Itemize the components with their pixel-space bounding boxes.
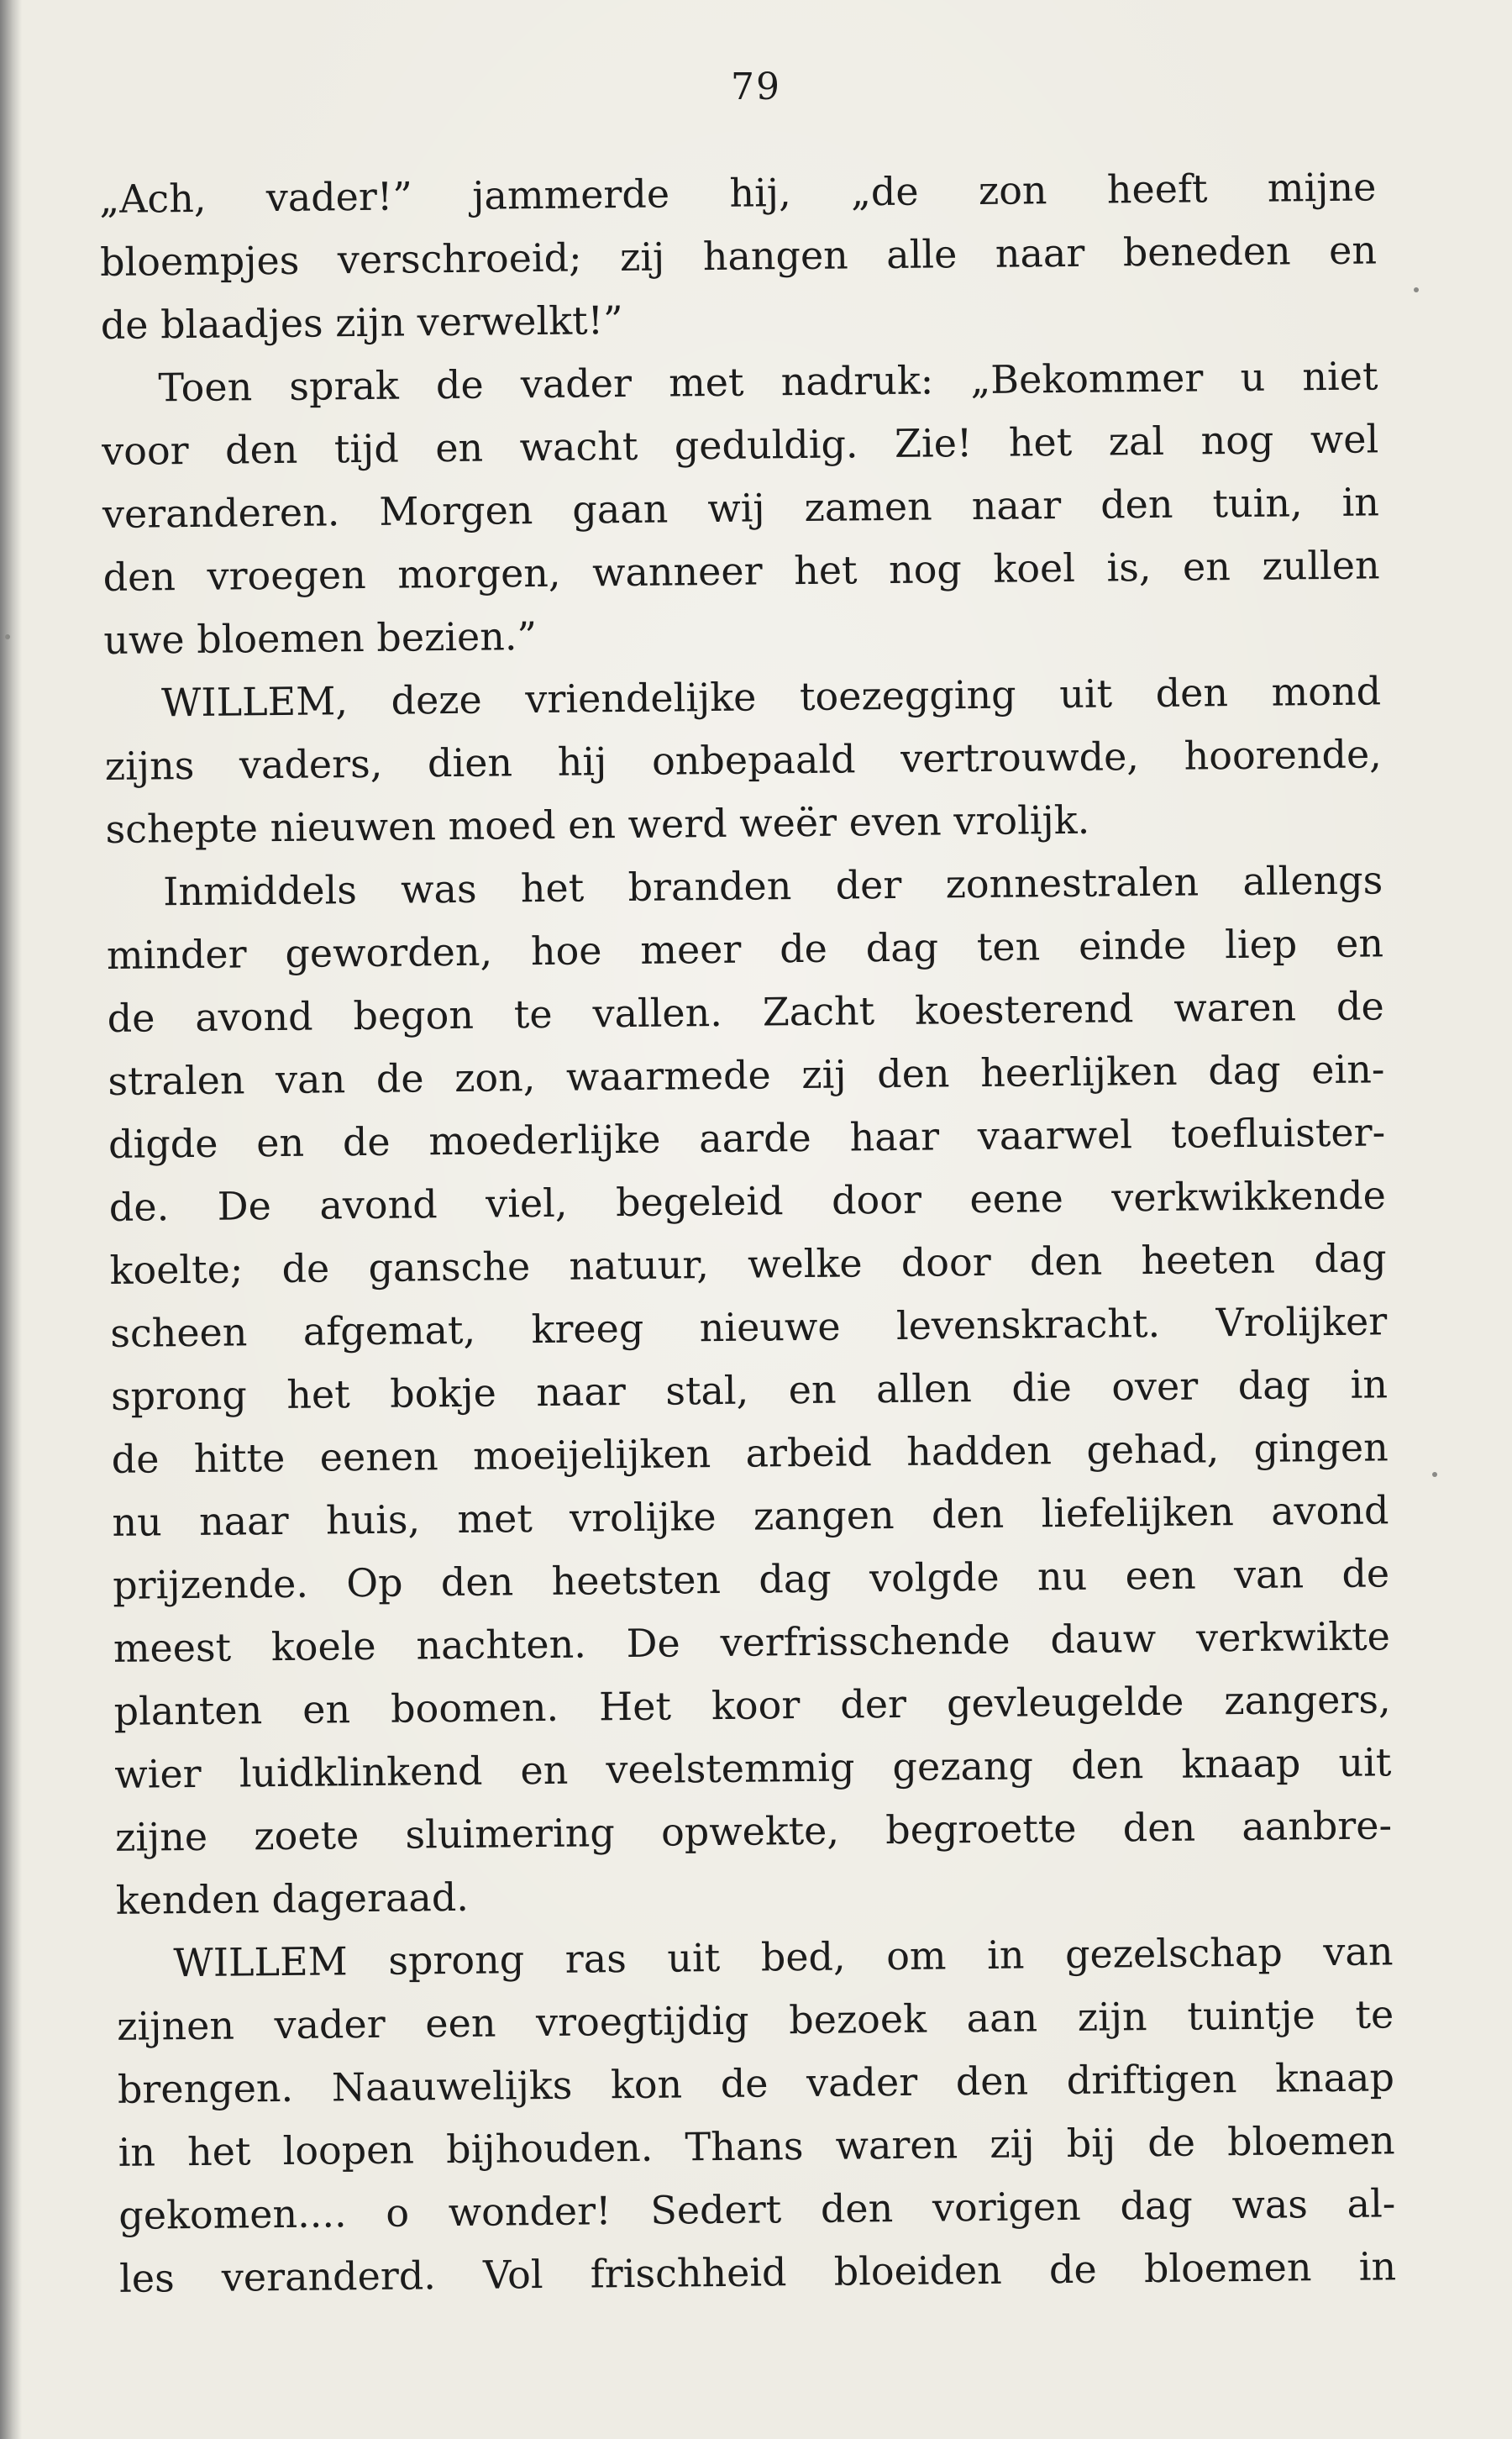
text-line: de hitte eenen moeijelijken arbeid hadden gehad, gingen (111, 1424, 1389, 1482)
text-line: in het loopen bijhouden. Thans waren zij bij de bloemen (118, 2117, 1395, 2175)
text-line: uwe bloemen bezien.” (103, 613, 538, 663)
text-line: zijne zoete sluimering opwekte, begroette den aanbre- (114, 1802, 1393, 1860)
text-line: WILLEM, deze vriendelijke toezegging uit den mond (160, 668, 1382, 726)
text-line: minder geworden, hoe meer de dag ten einde liep en (106, 920, 1384, 978)
text-line: schepte nieuwen moed en werd weër even vrolijk. (105, 796, 1090, 852)
body-text (99, 155, 1396, 2310)
text-line: Toen sprak de vader met nadruk: „Bekommer u niet (158, 353, 1378, 411)
text-line: voor den tijd en wacht geduldig. Zie! het zal nog wel (101, 416, 1379, 474)
text-line: de. De avond viel, begeleid door eene verkwikkende (108, 1172, 1387, 1230)
paper-speck (5, 634, 10, 639)
text-line: stralen van de zon, waarmede zij den heerlijken dag ein- (108, 1046, 1385, 1104)
paper-speck (1432, 1472, 1437, 1477)
text-line: sprong het bokje naar stal, en allen die over dag in (110, 1361, 1389, 1419)
text-line: wier luidklinkend en veelstemmig gezang den knaap uit (114, 1739, 1392, 1797)
text-line: zijnen vader een vroegtijdig bezoek aan zijn tuintje te (116, 1991, 1394, 2049)
text-line: les veranderd. Vol frischheid bloeiden de bloemen in (118, 2243, 1397, 2301)
page-number: 79 (731, 66, 781, 108)
text-line: de blaadjes zijn verwelkt!” (100, 297, 623, 348)
text-line: kenden dageraad. (115, 1874, 470, 1923)
text-line: bloempjes verschroeid; zij hangen alle naar beneden en (99, 227, 1378, 285)
text-line: gekomen.... o wonder! Sedert den vorigen dag was al- (118, 2180, 1396, 2238)
binding-shadow (0, 0, 22, 2439)
text-line: planten en boomen. Het koor der gevleugelde zangers, (113, 1676, 1391, 1734)
text-line: WILLEM sprong ras uit bed, om in gezelschap van (173, 1928, 1394, 1986)
text-line: „Ach, vader!” jammerde hij, „de zon heeft mijne (99, 164, 1377, 222)
text-line: den vroegen morgen, wanneer het nog koel is, en zullen (102, 542, 1380, 600)
text-line: Inmiddels was het branden der zonnestralen allengs (163, 857, 1383, 915)
text-line: de avond begon te vallen. Zacht koesterend waren de (107, 983, 1384, 1041)
text-line: nu naar huis, met vrolijke zangen den liefelijken avond (112, 1487, 1389, 1545)
text-line: koelte; de gansche natuur, welke door den heeten dag (109, 1235, 1387, 1293)
text-line: prijzende. Op den heetsten dag volgde nu een van de (112, 1550, 1390, 1608)
text-line: zijns vaders, dien hij onbepaald vertrouwde, hoorende, (104, 731, 1383, 789)
paper-speck (1414, 287, 1419, 292)
text-line: veranderen. Morgen gaan wij zamen naar den tuin, in (102, 479, 1380, 537)
text-line: scheen afgemat, kreeg nieuwe levenskracht. Vrolijker (110, 1298, 1388, 1356)
text-line: brengen. Naauwelijks kon de vader den driftigen knaap (117, 2054, 1395, 2112)
text-line: meest koele nachten. De verfrisschende dauw verkwikte (113, 1613, 1391, 1671)
text-line: digde en de moederlijke aarde haar vaarwel toefluister- (108, 1109, 1386, 1167)
